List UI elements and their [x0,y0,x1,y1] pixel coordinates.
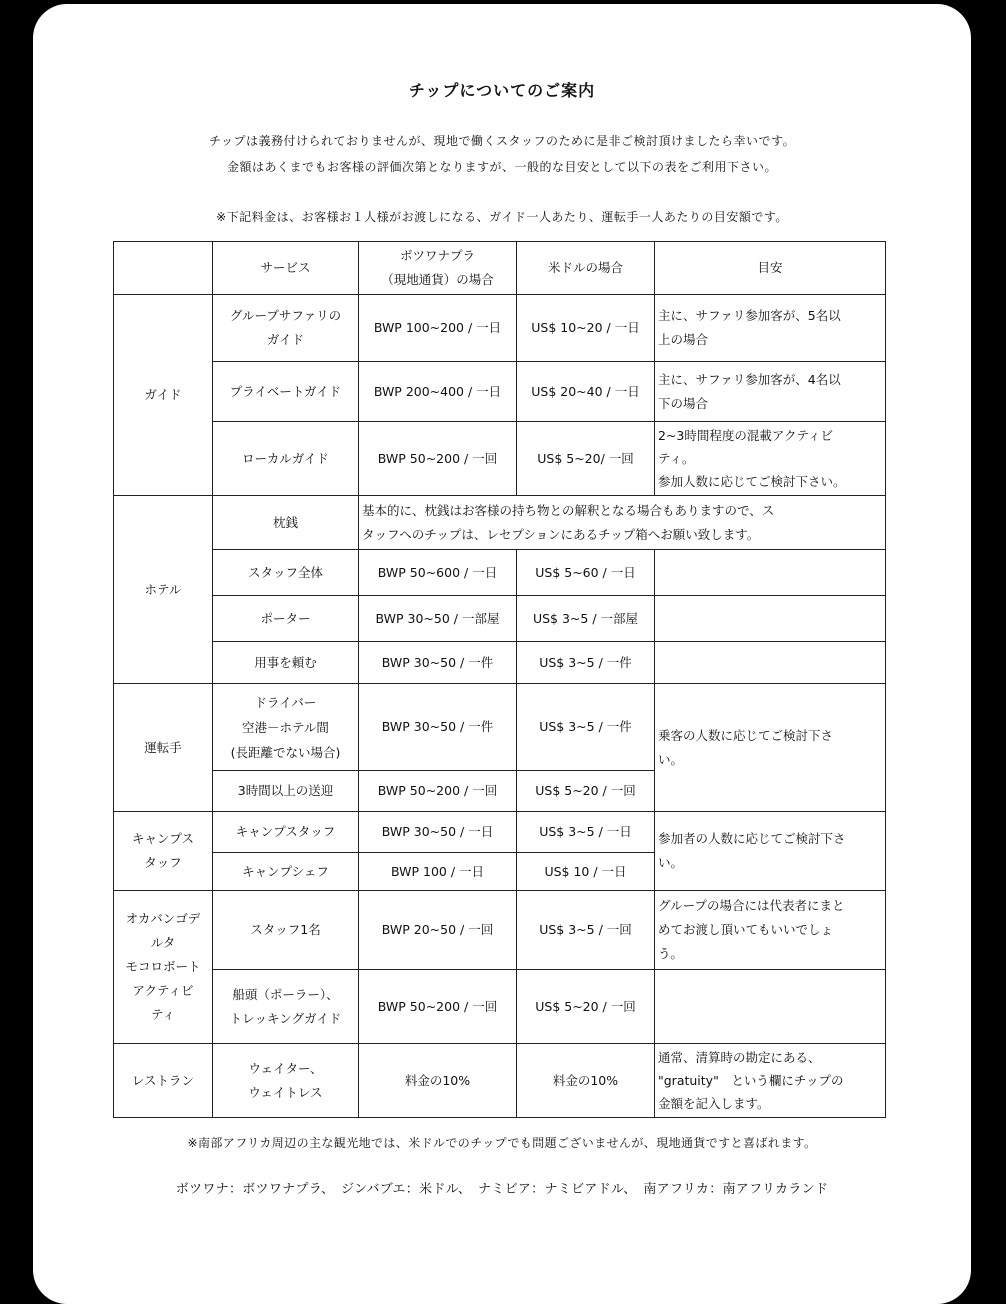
service-cell: 3時間以上の送迎 [213,771,359,812]
tip-table [113,241,886,1118]
usd-price-cell: US$ 3~5 / 一回 [517,891,655,970]
table-row [114,596,886,642]
local-price-cell: BWP 50~600 / 一日 [359,550,517,596]
note-cell [655,642,886,684]
currency-list: ボツワナ：ボツワナプラ、 ジンバブエ：米ドル、 ナミビア：ナミビアドル、 南アフリカ：南アフリカランド [175,1182,829,1197]
local-price-cell: BWP 50~200 / 一回 [359,771,517,812]
local-price-cell: 料金の10% [359,1044,517,1118]
service-cell: ウェイター、 ウェイトレス [213,1044,359,1118]
usd-price-cell: US$ 3~5 / 一件 [517,642,655,684]
table-row [114,970,886,1044]
table-row [114,642,886,684]
category-driver: 運転手 [114,684,213,812]
usd-price-cell: US$ 3~5 / 一部屋 [517,596,655,642]
header-service: サービス [213,242,359,295]
usd-price-cell: US$ 20~40 / 一日 [517,362,655,422]
usd-price-cell: US$ 5~20/ 一回 [517,422,655,496]
service-cell: プライベートガイド [213,362,359,422]
intro-line-2: 金額はあくまでもお客様の評価次第となりますが、一般的な目安として以下の表をご利用下さい。 [226,160,777,174]
table-row [114,812,886,853]
service-cell: 船頭（ポーラー）、 トレッキングガイド [213,970,359,1044]
category-guide: ガイド [114,295,213,496]
pillow-note-cell: 基本的に、枕銭はお客様の持ち物との解釈となる場合もありますので、ス タッフへのチップは、レセプションにあるチップ箱へお願い致します。 [359,496,886,550]
service-cell: ローカルガイド [213,422,359,496]
usd-price-cell: US$ 5~20 / 一回 [517,970,655,1044]
category-camp-staff: キャンプス タッフ [114,812,213,891]
table-header-row [114,242,886,295]
usd-price-cell: US$ 5~60 / 一日 [517,550,655,596]
table-row [114,684,886,771]
table-row [114,550,886,596]
intro-line-3: ※下記料金は、お客様お１人様がお渡しになる、ガイド一人あたり、運転手一人あたりの目安額です。 [216,210,788,224]
usd-price-cell: US$ 5~20 / 一回 [517,771,655,812]
local-price-cell: BWP 30~50 / 一部屋 [359,596,517,642]
note-cell [655,550,886,596]
driver-note-cell: 乗客の人数に応じてご検討下さ い。 [655,684,886,812]
local-price-cell: BWP 30~50 / 一日 [359,812,517,853]
local-price-cell: BWP 50~200 / 一回 [359,970,517,1044]
note-cell: グループの場合には代表者にまと めてお渡し頂いてもいいでしょ う。 [655,891,886,970]
intro-line-1: チップは義務付けられておりませんが、現地で働くスタッフのために是非ご検討頂けましたら幸いです。 [208,134,796,148]
service-cell: スタッフ全体 [213,550,359,596]
table-row [114,422,886,496]
note-cell: 主に、サファリ参加客が、5名以 上の場合 [655,295,886,362]
note-cell [655,970,886,1044]
local-price-cell: BWP 200~400 / 一日 [359,362,517,422]
service-cell: ポーター [213,596,359,642]
header-usd: 米ドルの場合 [517,242,655,295]
table-row [114,295,886,362]
header-local-currency: ボツワナプラ （現地通貨）の場合 [359,242,517,295]
camp-note-cell: 参加者の人数に応じてご検討下さ い。 [655,812,886,891]
local-price-cell: BWP 100~200 / 一日 [359,295,517,362]
local-price-cell: BWP 30~50 / 一件 [359,642,517,684]
document-page [33,4,971,1304]
header-guideline: 目安 [655,242,886,295]
table-row [114,1044,886,1118]
service-cell: キャンプシェフ [213,853,359,891]
table-row [114,891,886,970]
table-row [114,362,886,422]
service-cell: キャンプスタッフ [213,812,359,853]
service-cell: 枕銭 [213,496,359,550]
header-category [114,242,213,295]
table-row [114,496,886,550]
category-restaurant: レストラン [114,1044,213,1118]
local-price-cell: BWP 100 / 一日 [359,853,517,891]
note-cell: 主に、サファリ参加客が、4名以 下の場合 [655,362,886,422]
category-hotel: ホテル [114,496,213,684]
usd-price-cell: US$ 10 / 一日 [517,853,655,891]
page-title: チップについてのご案内 [408,81,596,100]
service-cell: 用事を頼む [213,642,359,684]
service-cell: グループサファリの ガイド [213,295,359,362]
usd-price-cell: 料金の10% [517,1044,655,1118]
note-cell: 通常、清算時の勘定にある、 "gratuity" という欄にチップの 金額を記入します。 [655,1044,886,1118]
note-cell: 2~3時間程度の混載アクティビ ティ。 参加人数に応じてご検討下さい。 [655,422,886,496]
local-price-cell: BWP 20~50 / 一回 [359,891,517,970]
service-cell: スタッフ1名 [213,891,359,970]
usd-price-cell: US$ 10~20 / 一日 [517,295,655,362]
local-price-cell: BWP 30~50 / 一件 [359,684,517,771]
usd-price-cell: US$ 3~5 / 一件 [517,684,655,771]
note-cell [655,596,886,642]
footnote: ※南部アフリカ周辺の主な観光地では、米ドルでのチップでも問題ございませんが、現地通貨ですと喜ばれます。 [187,1136,817,1150]
service-cell: ドライバー 空港－ホテル間 (長距離でない場合) [213,684,359,771]
category-okavango: オカバンゴデ ルタ モコロボート アクティビ ティ [114,891,213,1044]
local-price-cell: BWP 50~200 / 一回 [359,422,517,496]
usd-price-cell: US$ 3~5 / 一日 [517,812,655,853]
